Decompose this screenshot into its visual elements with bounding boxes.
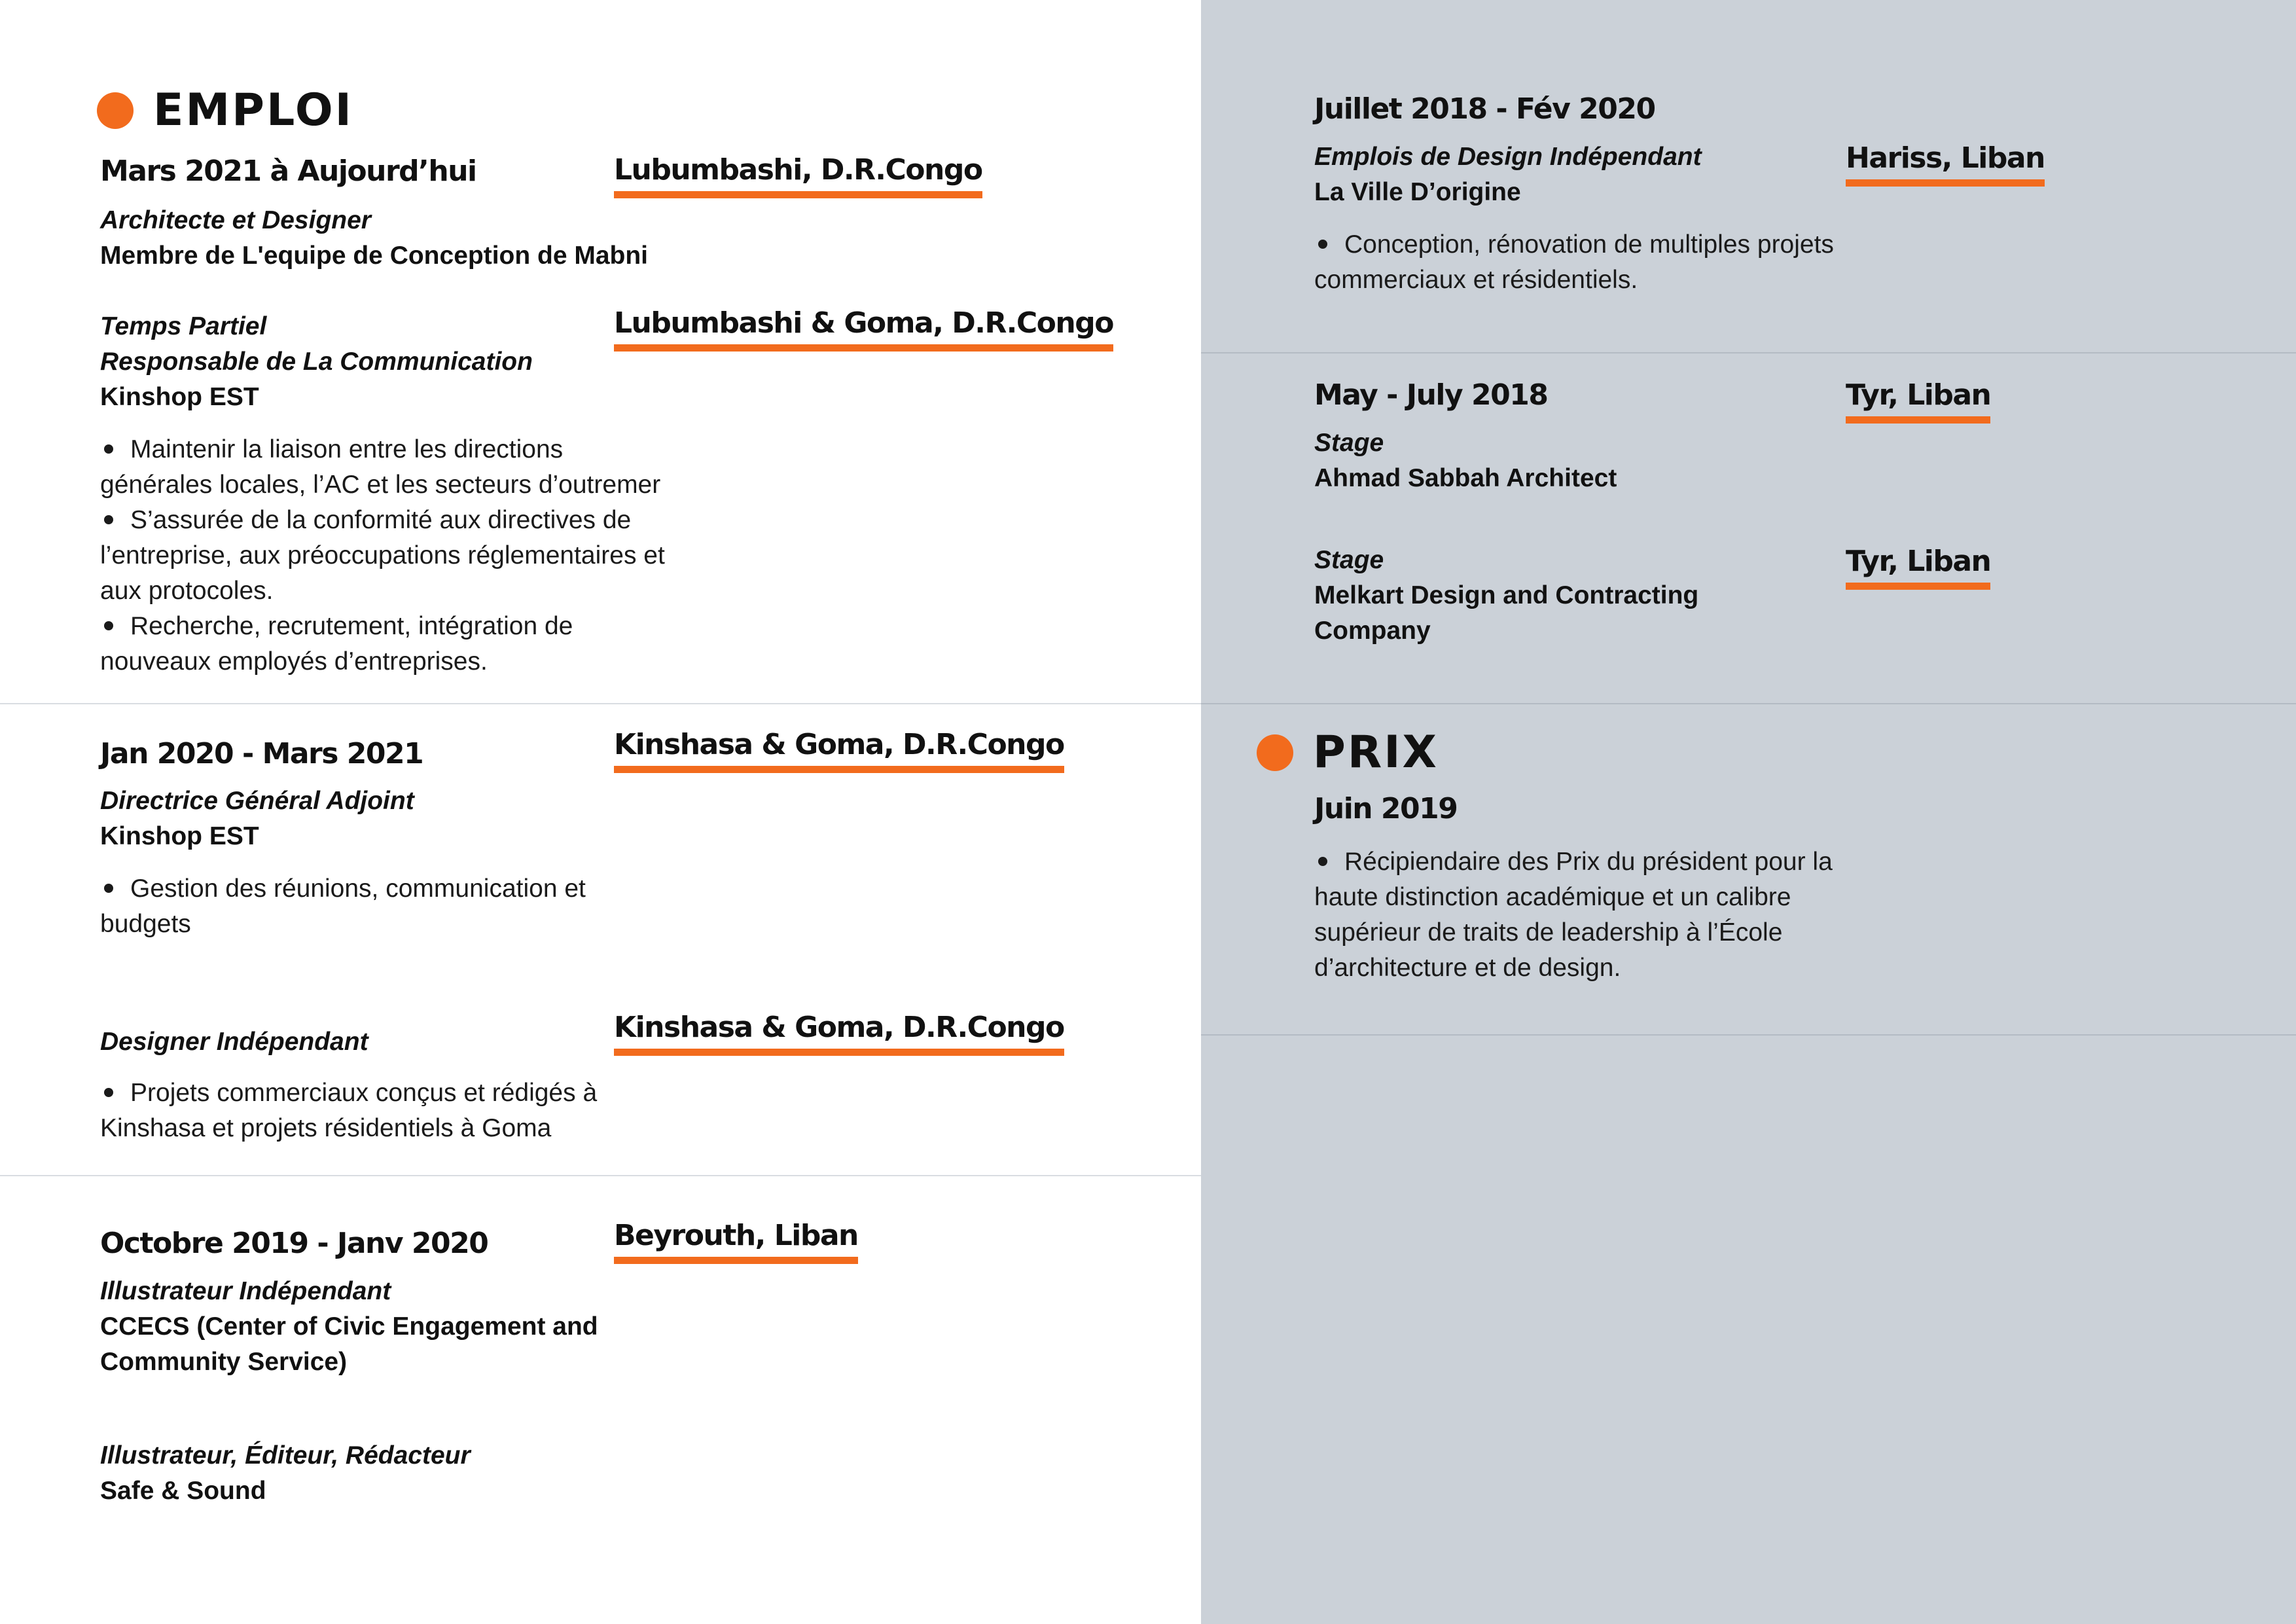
- bullet-list: [1314, 227, 1851, 298]
- list-item: Récipiendaire des Prix du président pour la haute distinction académique et un calibre supérieur de traits de leadership à l’École d’architecture et de design.: [1314, 848, 1833, 982]
- job-location: Beyrouth, Liban: [614, 1220, 858, 1264]
- job-role: Emplois de Design Indépendant: [1314, 143, 1702, 171]
- job-organization: Kinshop EST: [100, 383, 259, 411]
- bullet-dot-icon: [104, 1088, 113, 1097]
- job-organization: Melkart Design and Contracting Company: [1314, 581, 1699, 645]
- job-location: Tyr, Liban: [1846, 380, 1990, 424]
- bullet-list: [100, 871, 676, 942]
- bullet-dot-icon: [1318, 857, 1327, 866]
- job-organization: Kinshop EST: [100, 822, 259, 850]
- job-organization: CCECS (Center of Civic Engagement and Community Service): [100, 1312, 598, 1376]
- list-item: S’assurée de la conformité aux directives de l’entreprise, aux préoccupations réglementaires et aux protocoles.: [100, 506, 665, 605]
- job-location: Lubumbashi, D.R.Congo: [614, 154, 982, 198]
- divider: [0, 1175, 1201, 1176]
- job-organization: La Ville D’origine: [1314, 178, 1521, 206]
- bullet-list: [100, 1075, 676, 1146]
- job-organization: Ahmad Sabbah Architect: [1314, 464, 1617, 492]
- job-location: Lubumbashi & Goma, D.R.Congo: [614, 308, 1113, 352]
- divider: [1201, 352, 2296, 353]
- job-role: Designer Indépendant: [100, 1028, 368, 1056]
- divider: [1201, 703, 2296, 704]
- bullet-dot-icon: [1318, 240, 1327, 249]
- job-date: Jan 2020 - Mars 2021: [100, 737, 423, 770]
- job-role: Illustrateur, Éditeur, Rédacteur: [100, 1441, 471, 1470]
- job-role: Responsable de La Communication: [100, 348, 533, 376]
- bullet-dot-icon: [104, 621, 113, 630]
- job-date: Octobre 2019 - Janv 2020: [100, 1227, 488, 1260]
- job-location: Kinshasa & Goma, D.R.Congo: [614, 1012, 1064, 1056]
- job-date: Juillet 2018 - Fév 2020: [1314, 92, 1655, 126]
- job-location: Tyr, Liban: [1846, 546, 1990, 590]
- job-organization: Membre de L'equipe de Conception de Mabni: [100, 242, 649, 270]
- section-heading-emploi: [97, 84, 353, 136]
- section-title: EMPLOI: [153, 84, 353, 136]
- bullet-dot-icon: [104, 444, 113, 454]
- job-role: Illustrateur Indépendant: [100, 1277, 391, 1305]
- section-title: PRIX: [1313, 727, 1439, 778]
- divider: [0, 703, 1201, 704]
- bullet-dot-icon: [1257, 734, 1293, 771]
- job-role: Directrice Général Adjoint: [100, 787, 414, 815]
- job-type: Temps Partiel: [100, 312, 267, 340]
- job-role: Stage: [1314, 429, 1384, 457]
- job-role: Architecte et Designer: [100, 206, 371, 234]
- list-item: Recherche, recrutement, intégration de nouveaux employés d’entreprises.: [100, 612, 573, 676]
- list-item: Gestion des réunions, communication et budgets: [100, 875, 586, 938]
- list-item: Projets commerciaux conçus et rédigés à Kinshasa et projets résidentiels à Goma: [100, 1079, 598, 1142]
- section-heading-prix: [1257, 727, 1439, 778]
- divider: [1201, 1034, 2296, 1036]
- job-organization: Safe & Sound: [100, 1477, 266, 1505]
- bullet-dot-icon: [104, 884, 113, 893]
- job-location: Hariss, Liban: [1846, 143, 2045, 187]
- job-location: Kinshasa & Goma, D.R.Congo: [614, 729, 1064, 773]
- bullet-dot-icon: [97, 92, 134, 129]
- list-item: Conception, rénovation de multiples projets commerciaux et résidentiels.: [1314, 230, 1834, 294]
- bullet-list: [1314, 844, 1851, 986]
- job-date: Mars 2021 à Aujourd’hui: [100, 154, 476, 188]
- award-date: Juin 2019: [1314, 792, 1458, 825]
- bullet-list: [100, 432, 676, 679]
- bullet-dot-icon: [104, 515, 113, 524]
- job-role: Stage: [1314, 546, 1384, 574]
- job-date: May - July 2018: [1314, 378, 1548, 412]
- list-item: Maintenir la liaison entre les directions générales locales, l’AC et les secteurs d’outremer: [100, 435, 661, 499]
